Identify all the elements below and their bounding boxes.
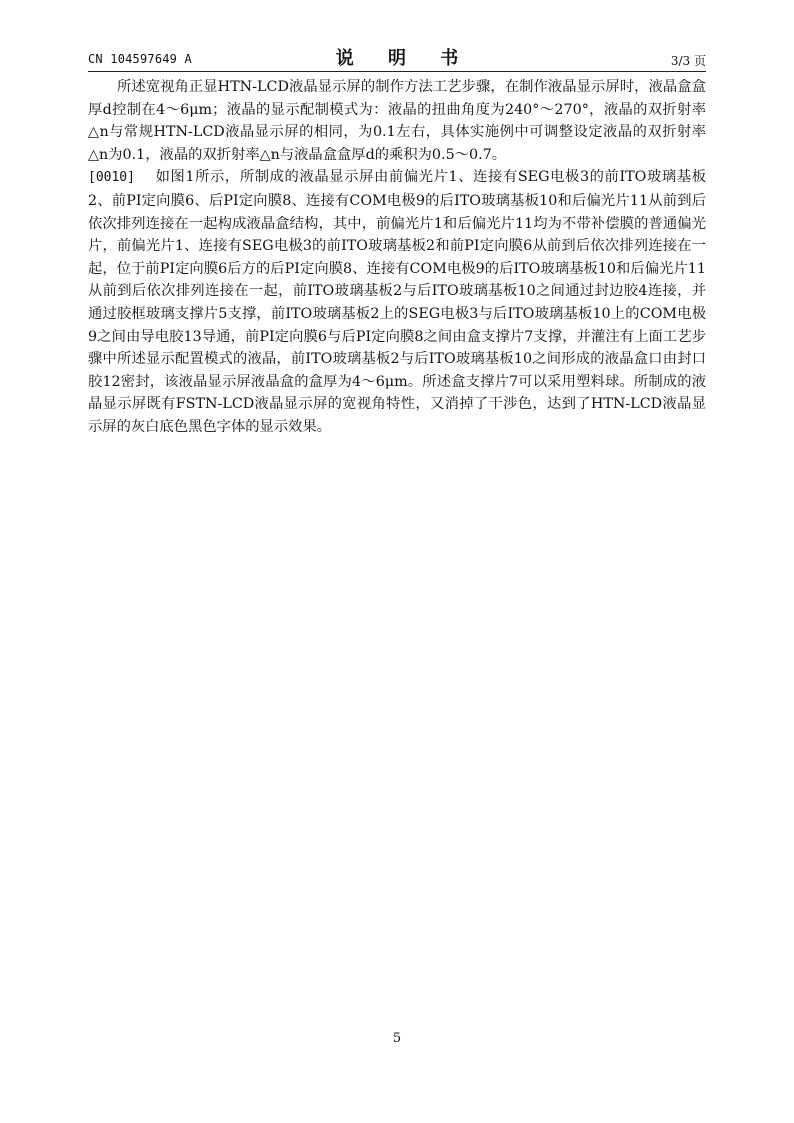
paragraph-2 [88, 166, 706, 438]
page-number: 5 [392, 1031, 402, 1046]
page-header [88, 44, 706, 70]
document-title: 说 明 书 [335, 48, 473, 69]
page-info: 3/3 页 [670, 54, 706, 68]
paragraph-2-text: 如图1所示，所制成的液晶显示屏由前偏光片1、连接有SEG电极3的前ITO玻璃基板2、前PI定向膜6、后PI定向膜8、连接有COM电极9的后ITO玻璃基板10和后偏光片11从前到后依次排列连接在一起构成液晶盒结构，其中，前偏光片1和后偏光片11均为不带补偿膜的普通偏光片，前偏光片1、连接有SEG电极3的前ITO玻璃基板2和前PI定向膜6从前到后依次排列连接在一起，位于前PI定向膜6后方的后PI定向膜8、连接有COM电极9的后ITO玻璃基板10和后偏光片11从前到后依次排列连接在一起，前ITO玻璃基板2与后ITO玻璃基板10之间通过封边胶4连接，并通过胶框玻璃支撑片5支撑，前ITO玻璃基板2上的SEG电极3与后ITO玻璃基板10上的COM电极9之间由导电胶13导通，前PI定向膜6与后PI定向膜8之间由盒支撑片7支撑，并灌注有上面工艺步骤中所述显示配置模式的液晶，前ITO玻璃基板2与后ITO玻璃基板10之间形成的液晶盒口由封口胶12密封，该液晶显示屏液晶盒的盒厚为4～6μm。所述盒支撑片7可以采用塑料球。所制成的液晶显示屏既有FSTN-LCD液晶显示屏的宽视角特性，又消掉了干涉色，达到了HTN-LCD液晶显示屏的灰白底色黑色字体的显示效果。 [88, 169, 706, 435]
paragraph-1: 所述宽视角正显HTN-LCD液晶显示屏的制作方法工艺步骤，在制作液晶显示屏时，液晶盒盒厚d控制在4～6μm；液晶的显示配制模式为：液晶的扭曲角度为240°～270°，液晶的双折射率△n与常规HTN-LCD液晶显示屏的相同，为0.1左右，具体实施例中可调整设定液晶的双折射率△n为0.1，液晶的双折射率△n与液晶盒盒厚d的乘积为0.5～0.7。 [88, 79, 706, 163]
header-divider [88, 71, 706, 72]
publication-number: CN 104597649 A [88, 52, 192, 66]
paragraph-number: [0010] [88, 170, 135, 186]
document-body [88, 76, 706, 439]
